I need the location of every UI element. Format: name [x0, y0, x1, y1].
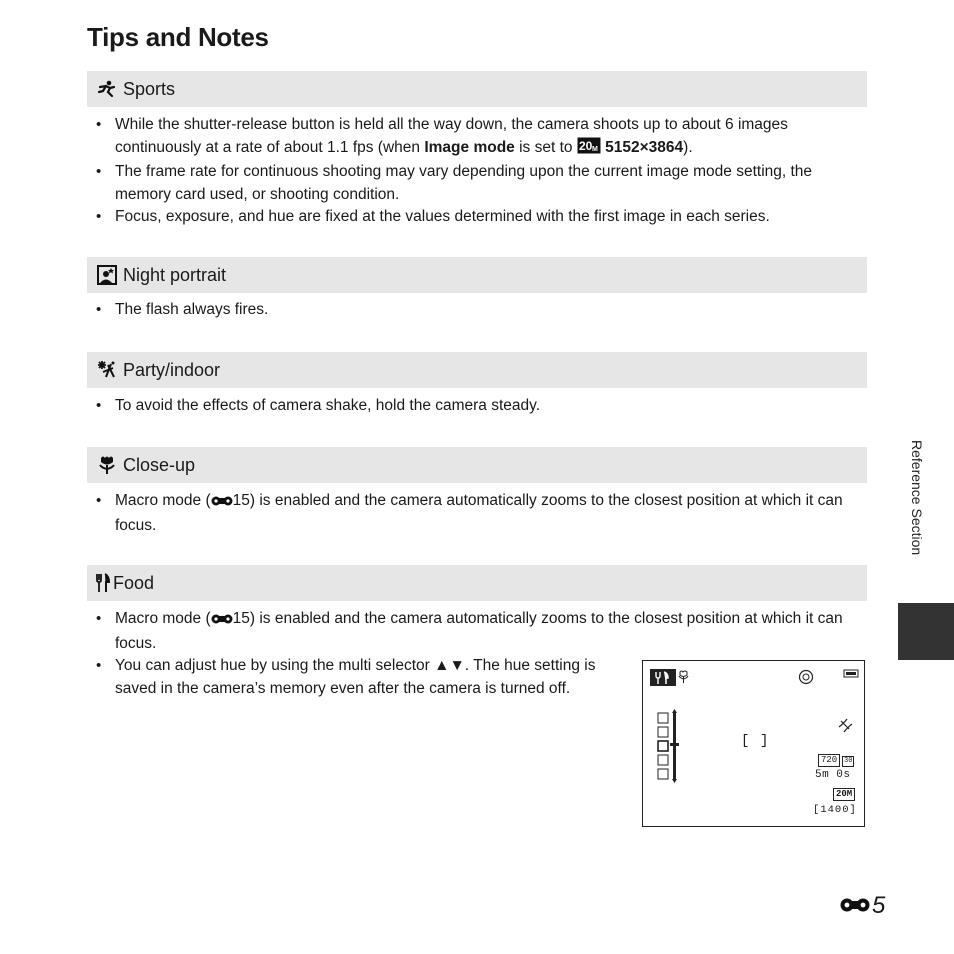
close-up-icon	[96, 454, 118, 476]
list-item: • Macro mode ( 15) is enabled and the camera automatically zooms to the closest position at which it can focus.	[93, 608, 863, 655]
vibration-reduction-icon	[800, 671, 813, 684]
multi-selector-arrows: ▲▼	[434, 657, 465, 674]
list-item: • The frame rate for continuous shooting may vary depending upon the current image mode setting, the memory card used, or shooting condition.	[93, 161, 863, 206]
list-item: • The flash always fires.	[93, 299, 863, 322]
section-header-sports	[87, 71, 867, 107]
section-header-food	[87, 565, 867, 601]
night-portrait-icon	[96, 264, 118, 286]
image-size-20m-icon	[577, 137, 601, 162]
sports-icon	[96, 78, 118, 100]
page-reference: 15	[232, 492, 250, 509]
focus-bracket-left: [	[741, 733, 750, 749]
section-title: Close-up	[123, 454, 196, 475]
food-mode-icon	[650, 669, 676, 686]
food-icon	[96, 572, 110, 594]
movie-fps: 30	[844, 757, 853, 765]
page-reference: 15	[232, 610, 250, 627]
list-item: • To avoid the effects of camera shake, hold the camera steady.	[93, 395, 863, 418]
section-header-party-indoor	[87, 352, 867, 388]
list-item: • Focus, exposure, and hue are fixed at the values determined with the first image in each series.	[93, 206, 863, 229]
close-up-bullets	[93, 490, 863, 537]
party-indoor-icon	[96, 359, 118, 381]
movie-size: 720	[818, 754, 840, 767]
section-title: Party/indoor	[123, 359, 221, 380]
page-title: Tips and Notes	[87, 22, 269, 52]
focus-bracket-right: ]	[760, 733, 769, 749]
image-mode-term: Image mode	[424, 138, 515, 156]
party-indoor-bullets	[93, 395, 863, 418]
shots-remaining: [1400]	[813, 804, 857, 816]
svg-text:20: 20	[578, 138, 593, 153]
motion-detection-icon	[839, 719, 852, 732]
image-size: 20M	[833, 788, 855, 801]
sports-bullets	[93, 114, 863, 229]
svg-text:M: M	[591, 145, 598, 153]
reference-section-icon	[211, 492, 233, 515]
list-item: • Macro mode ( 15) is enabled and the camera automatically zooms to the closest position at which it can focus.	[93, 490, 863, 537]
side-section-label: Reference Section	[909, 440, 925, 556]
night-portrait-bullets	[93, 299, 863, 322]
list-item: • You can adjust hue by using the multi selector ▲▼. The hue setting is saved in the camera’s memory even after the camera is turned off.	[93, 655, 615, 700]
section-title: Sports	[123, 78, 176, 99]
section-header-close-up	[87, 447, 867, 483]
section-title: Night portrait	[123, 264, 227, 285]
camera-monitor-graphics	[643, 661, 864, 826]
section-title: Food	[113, 572, 155, 593]
page-number: 5	[840, 892, 885, 920]
list-item: • While the shutter-release button is held all the way down, the camera shoots up to about 6 images continuously at a rate of about 1.1 fps (when Image mode is set to 20 M 5152×3864).	[93, 114, 863, 161]
reference-section-icon	[211, 610, 233, 633]
side-section-tab	[898, 603, 954, 660]
macro-icon	[679, 671, 688, 683]
remaining-movie-time: 5m 0s	[815, 769, 851, 781]
section-header-night-portrait	[87, 257, 867, 293]
image-size-value: 5152×3864	[605, 138, 684, 156]
reference-section-icon	[840, 892, 870, 920]
camera-monitor-illustration	[642, 660, 865, 827]
hue-slider	[658, 709, 679, 783]
